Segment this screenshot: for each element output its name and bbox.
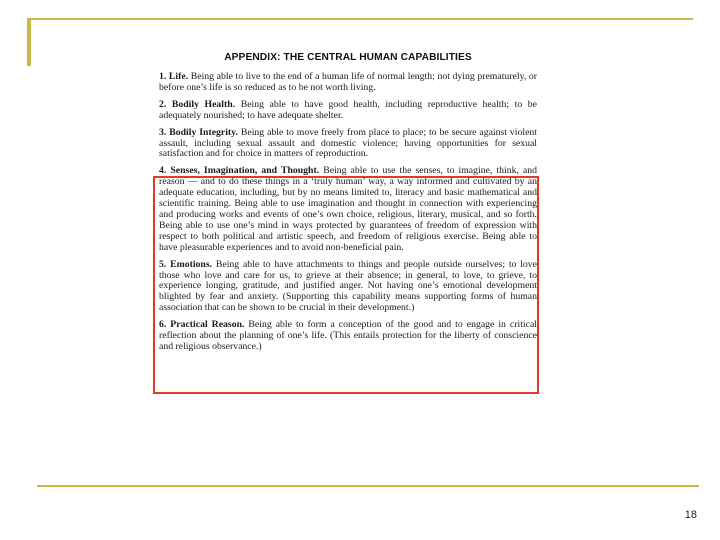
capability-heading: 2. Bodily Health. [159, 98, 236, 110]
capability-heading: 3. Bodily Integrity. [159, 126, 238, 138]
capability-heading: 1. Life. [159, 71, 189, 82]
capability-item-bodily-health [159, 100, 537, 122]
highlight-box [153, 176, 539, 394]
capability-heading: 5. Emotions. [159, 258, 213, 270]
capability-item-bodily-integrity [159, 128, 537, 161]
capability-text: Being able to use the senses, to imagine, think, and reason — and to do these things in a ‘truly human’ way, a way informed and cultivated by an adequate education, including, but by no means limited to, literacy and basic mathematical and scientific training. Being able to use imagination and thought in connection with experiencing and producing works and events of one’s own choice, religious, literary, musical, and so forth. Being able to use one’s mind in ways protected by guarantees of freedom of expression with respect to both political and artistic speech, and freedom of religious exercise. Being able to have pleasurable experiences and to avoid non-beneficial pain. [159, 165, 538, 253]
capability-text: Being able to have good health, including reproductive health; to be adequately nourished; to have adequate shelter. [159, 98, 537, 121]
left-accent-rule [27, 18, 31, 66]
capability-text: Being able to have attachments to things and people outside ourselves; to love those who love and care for us, to grieve at their absence; in general, to love, to grieve, to experience longing, gratitude, and justified anger. Not having one’s emotional development blighted by fear and anxiety. (Supporting this capability means supporting forms of human association that can be shown to be crucial in their development.) [159, 258, 537, 314]
page-number: 18 [684, 509, 697, 521]
capability-heading: 6. Practical Reason. [159, 319, 245, 331]
document-title: APPENDIX: THE CENTRAL HUMAN CAPABILITIES [224, 52, 472, 63]
bottom-accent-rule [37, 485, 699, 487]
top-accent-rule [27, 18, 693, 20]
capability-text: Being able to live to the end of a human life of normal length; not dying prematurely, or before one’s life is so reduced as to be not worth living. [159, 71, 537, 93]
capability-heading: 4. Senses, Imagination, and Thought. [159, 165, 320, 177]
capability-text: Being able to form a conception of the good and to engage in critical reflection about the planning of one’s life. (This entails protection for the liberty of conscience and religious observance.) [159, 319, 537, 352]
capability-item-life [159, 72, 537, 94]
capability-text: Being able to move freely from place to place; to be secure against violent assault, including sexual assault and domestic violence; having opportunities for sexual satisfaction and for choice in matters of reproduction. [159, 126, 538, 160]
